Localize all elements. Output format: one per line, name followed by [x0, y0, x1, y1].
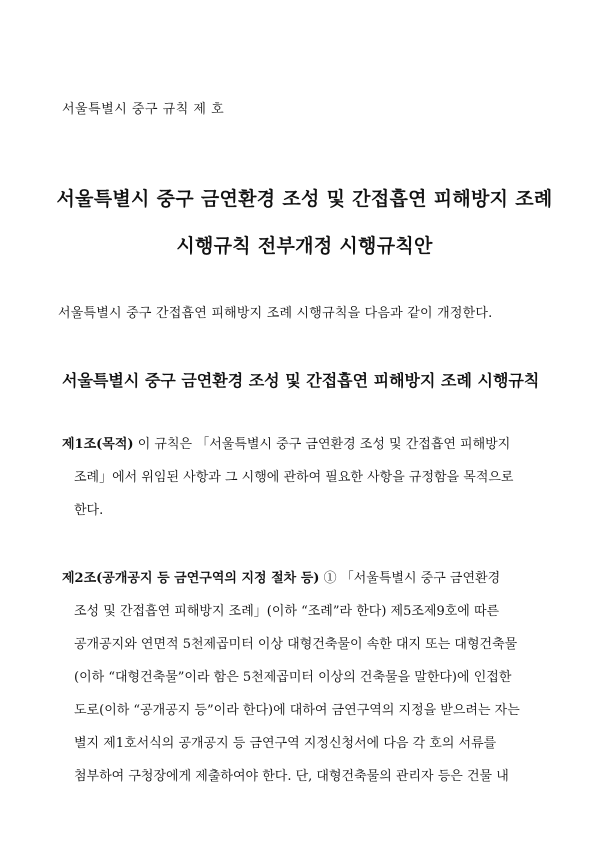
- article-title: 제2조(공개공지 등 금연구역의 지정 절차 등): [62, 571, 320, 586]
- document-title-line-2: 시행규칙 전부개정 시행규칙안: [176, 235, 433, 257]
- article-line: 한다.: [74, 503, 104, 518]
- article-text: ① 「서울특별시 중구 금연환경: [319, 571, 501, 586]
- article-line: 도로(이하 “공개공지 등”이라 한다)에 대하여 금연구역의 지정을 받으려는 자는: [74, 703, 520, 718]
- article-line: 공개공지와 연면적 5천제곱미터 이상 대형건축물이 속한 대지 또는 대형건축물: [74, 637, 518, 652]
- amendment-statement: 서울특별시 중구 간접흡연 피해방지 조례 시행규칙을 다음과 같이 개정한다.: [58, 306, 493, 321]
- article-line: [62, 562, 552, 595]
- article-line: 첨부하여 구청장에게 제출하여야 한다. 단, 대형건축물의 관리자 등은 건물 내: [74, 769, 509, 784]
- article-title: 제1조(목적): [62, 437, 134, 452]
- article-line: (이하 “대형건축물”이라 함은 5천제곱미터 이상의 건축물을 말한다)에 인접한: [74, 670, 512, 685]
- article-text: 이 규칙은 「서울특별시 중구 금연환경 조성 및 간접흡연 피해방지: [133, 437, 511, 452]
- article-line: 조례」에서 위임된 사항과 그 시행에 관하여 필요한 사항을 규정함을 목적으로: [74, 470, 514, 485]
- article-2: [62, 562, 552, 793]
- regulation-heading: 서울특별시 중구 금연환경 조성 및 간접흡연 피해방지 조례 시행규칙: [62, 371, 540, 390]
- document-title-line-1: 서울특별시 중구 금연환경 조성 및 간접흡연 피해방지 조례: [56, 188, 553, 210]
- article-line: [62, 428, 552, 461]
- article-line: 조성 및 간접흡연 피해방지 조례」(이하 “조례”라 한다) 제5조제9호에 따른: [74, 604, 500, 619]
- article-1: [62, 428, 552, 527]
- article-line: 별지 제1호서식의 공개공지 등 금연구역 지정신청서에 다음 각 호의 서류를: [74, 736, 497, 751]
- regulation-number: 서울특별시 중구 규칙 제 호: [62, 102, 225, 117]
